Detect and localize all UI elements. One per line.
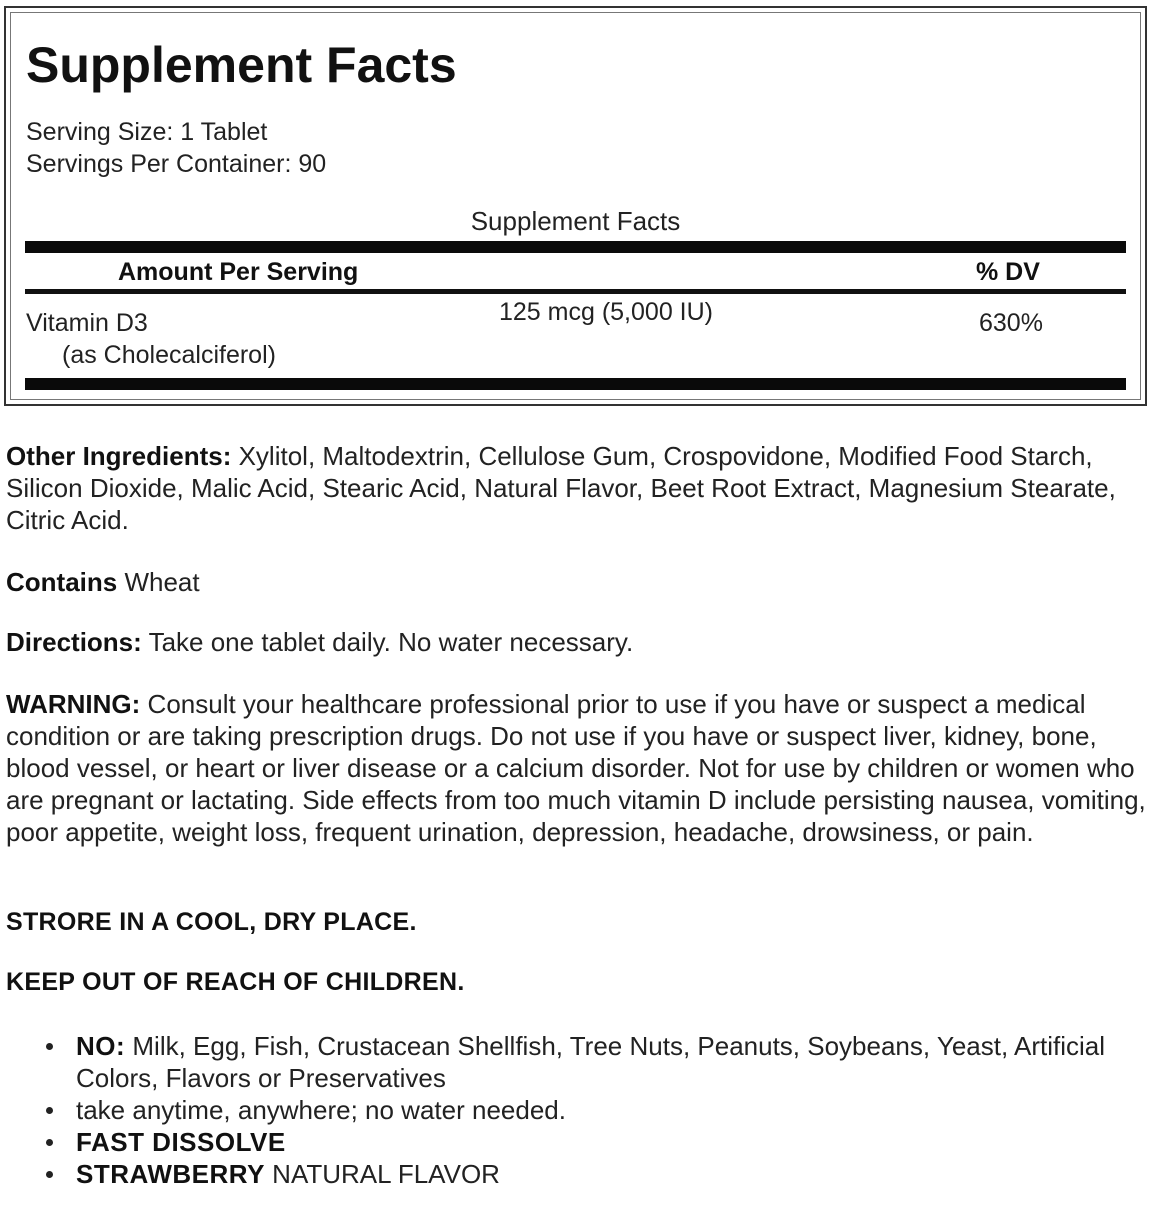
header-percent-dv: % DV [976,258,1040,286]
list-item [76,1030,1156,1094]
nutrient-name: Vitamin D3 [26,309,148,337]
other-ingredients-text: Xylitol, Maltodextrin, Cellulose Gum, Crospovidone, Modified Food Starch, Silicon Dioxide, Malic Acid, Stearic Acid, Natural Flavor, Beet Root Extract, Magnesium Stearate, Citric Acid. [6,441,1116,535]
directions-text: Take one tablet daily. No water necessary. [141,627,634,657]
nutrient-subname: (as Cholecalciferol) [62,341,276,369]
bullet-bold: FAST DISSOLVE [76,1127,286,1157]
children-notice: KEEP OUT OF REACH OF CHILDREN. [6,968,465,996]
warning [6,688,1146,848]
thin-rule-header [25,289,1126,294]
bullet-bold: NO: [76,1031,126,1061]
contains-text: Wheat [117,567,200,597]
bullet-text: take anytime, anywhere; no water needed. [76,1095,566,1125]
directions [6,626,1146,658]
list-item [76,1158,1156,1190]
nutrient-amount: 125 mcg (5,000 IU) [499,298,713,326]
contains-statement [6,566,1146,598]
warning-text: Consult your healthcare professional prior to use if you have or suspect a medical condition or are taking prescription drugs. Do not use if you have or suspect liver, kidney, bone, blood vessel, or heart or liver disease or a calcium disorder. Not for use by children or women who are pregnant or lactating. Side effects from too much vitamin D include persisting nausea, vomiting, poor appetite, weight loss, frequent urination, depression, headache, drowsiness, or pain. [6,689,1146,847]
directions-label: Directions: [6,627,142,657]
storage-notice: STRORE IN A COOL, DRY PLACE. [6,908,417,936]
nutrient-dv: 630% [979,309,1043,337]
contains-label: Contains [6,567,118,597]
supplement-facts-panel [4,6,1147,406]
thick-rule-bottom [25,378,1126,390]
bullet-dot-icon [46,1171,53,1178]
list-item [76,1094,1156,1126]
table-caption: Supplement Facts [470,206,681,236]
other-ingredients [6,440,1146,536]
feature-bullet-list [30,1030,1156,1190]
bullet-bold: STRAWBERRY [76,1159,265,1189]
bullet-text: NATURAL FLAVOR [264,1159,500,1189]
other-ingredients-label: Other Ingredients: [6,441,232,471]
list-item [76,1126,1156,1158]
thick-rule-top [25,241,1126,253]
servings-per-container: Servings Per Container: 90 [26,150,327,178]
bullet-dot-icon [46,1107,53,1114]
header-amount-per-serving: Amount Per Serving [118,258,359,286]
serving-size: Serving Size: 1 Tablet [26,118,268,146]
bullet-dot-icon [46,1139,53,1146]
panel-title: Supplement Facts [26,37,457,93]
bullet-dot-icon [46,1043,53,1050]
bullet-text: Milk, Egg, Fish, Crustacean Shellfish, Tree Nuts, Peanuts, Soybeans, Yeast, Artificial Colors, Flavors or Preservatives [76,1031,1105,1093]
warning-label: WARNING: [6,689,141,719]
